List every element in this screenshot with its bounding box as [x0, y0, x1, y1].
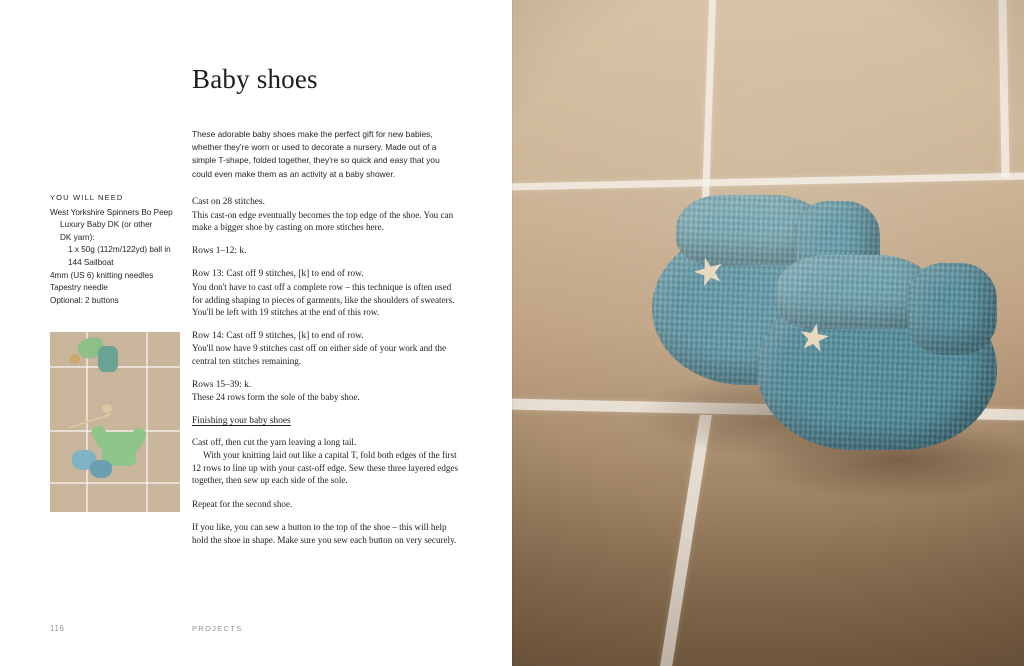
instruction-block — [192, 245, 464, 258]
finishing-para-1b: With your knitting laid out like a capital T, fold both edges of the first 12 rows to line up with your cast-off edge. Sew these three layered edges together, then sew up each side of the sole. — [192, 449, 458, 486]
you-will-need-panel — [50, 192, 180, 307]
page-gutter — [512, 0, 513, 666]
finishing-para-2: Repeat for the second shoe. — [192, 498, 293, 509]
running-head: PROJECTS — [192, 624, 243, 633]
instruction-heading: Rows 15–39: k. — [192, 379, 252, 390]
materials-item: Luxury Baby DK (or other — [60, 220, 153, 230]
instruction-heading: Rows 1–12: k. — [192, 245, 247, 256]
instruction-block — [192, 268, 464, 318]
materials-item: 1 x 50g (112m/122yd) ball in — [68, 245, 171, 255]
instruction-heading: Row 14: Cast off 9 stitches, [k] to end of row. — [192, 330, 364, 341]
instruction-body: These 24 rows form the sole of the baby shoe. — [192, 392, 360, 403]
finishing-section — [192, 415, 464, 547]
instructions-column — [192, 196, 464, 557]
instruction-body: This cast-on edge eventually becomes the top edge of the shoe. You can make a bigger shoe by casting on more stitches here. — [192, 209, 454, 233]
materials-item: Tapestry needle — [50, 283, 108, 293]
page-number: 116 — [50, 624, 65, 633]
materials-item: 4mm (US 6) knitting needles — [50, 270, 154, 280]
intro-paragraph: These adorable baby shoes make the perfect gift for new babies, whether they're worn or used to decorate a nursery. Made out of a simple T-shape, folded together, they're so quick and easy that you could even make them as an activity at a baby shower. — [192, 129, 440, 179]
right-page-photo — [512, 0, 1024, 666]
instruction-heading: Row 13: Cast off 9 stitches, [k] to end of row. — [192, 269, 364, 280]
finishing-para-1: Cast off, then cut the yarn leaving a long tail. — [192, 437, 357, 448]
materials-item: DK yarn): — [60, 232, 95, 242]
instruction-block — [192, 196, 464, 234]
materials-item: West Yorkshire Spinners Bo Peep — [50, 207, 173, 217]
instruction-block — [192, 330, 464, 368]
instruction-block — [192, 379, 464, 404]
materials-item: Optional: 2 buttons — [50, 295, 119, 305]
instruction-body: You'll now have 9 stitches cast off on either side of your work and the central ten stitches remaining. — [192, 343, 447, 366]
project-thumbnail-photo — [50, 332, 180, 512]
instruction-body: You don't have to cast off a complete row – this technique is often used for adding shaping to pieces of garments, like the shoulders of sweaters. You'll be left with 19 stitches at the end of this row. — [192, 281, 455, 318]
finishing-para-3: If you like, you can sew a button to the top of the shoe – this will help hold the shoe in shape. Make sure you sew each button on very securely. — [192, 522, 457, 545]
finishing-heading: Finishing your baby shoes — [192, 415, 291, 426]
page-title: Baby shoes — [192, 64, 318, 94]
you-will-need-heading: YOU WILL NEED — [50, 193, 124, 202]
photo-vignette — [512, 0, 1024, 666]
materials-item: 144 Sailboat — [68, 257, 114, 267]
instruction-heading: Cast on 28 stitches. — [192, 197, 265, 207]
